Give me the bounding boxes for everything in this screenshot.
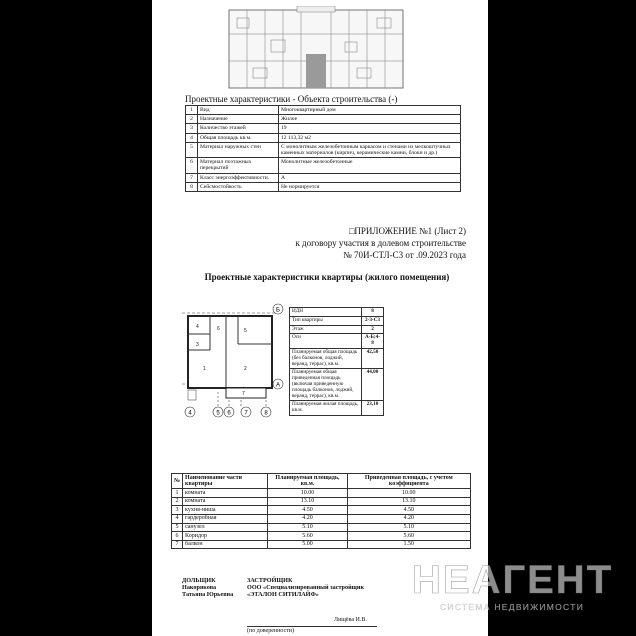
room-label-4: 4 xyxy=(196,324,199,330)
appendix-line-1: □ПРИЛОЖЕНИЕ №1 (Лист 2) xyxy=(348,226,466,236)
axis-label-4: 4 xyxy=(188,410,192,417)
room-label-1: 1 xyxy=(203,366,206,372)
apartment-floor-plan xyxy=(182,302,302,432)
room-label-6: 6 xyxy=(217,326,220,332)
shareholder-signature-block xyxy=(182,577,233,599)
signature-line xyxy=(247,626,377,627)
table-row: 2 Назначение Жилое xyxy=(186,115,461,124)
developer-org-2: «ЭТАЛОН СИТИЛАЙФ» xyxy=(247,591,319,599)
object-section-title: Проектные характеристики - Объекта строительства (-) xyxy=(185,94,398,104)
table-row: 7 балкон 5.00 1.50 xyxy=(172,540,471,549)
table-row: 3 Количество этажей 19 xyxy=(186,124,461,133)
shareholder-name-2: Татьяна Юрьевна xyxy=(182,591,234,599)
watermark-logo xyxy=(412,558,612,620)
apartment-section-title: Проектные характеристики квартиры (жилого помещения) xyxy=(204,272,450,282)
rooms-table xyxy=(171,473,471,549)
room-label-7: 7 xyxy=(242,391,245,397)
watermark-brand: НЕАГЕНТ xyxy=(412,558,614,602)
table-row: 5 санузел 5.10 5.10 xyxy=(172,523,471,532)
table-row: Планируемая общая площадь (без балконов, лоджий, веранд, террас), кв.м. 42,50 xyxy=(290,348,384,368)
developer-title: ЗАСТРОЙЩИК xyxy=(247,577,293,584)
appendix-line-2: к договору участия в долевом строительстве xyxy=(295,238,466,248)
table-row: 3 кухня-ниша 4.50 4.50 xyxy=(172,506,471,515)
table-row: 4 гардеробная 4.20 4.20 xyxy=(172,514,471,523)
table-row: Тип квартиры 2-3-С3 xyxy=(290,316,384,325)
table-row: 1 комната 10.00 10.00 xyxy=(172,489,471,498)
axis-label-b: Б xyxy=(276,307,280,314)
axis-label-8: 8 xyxy=(264,410,268,417)
appendix-line-3: № 70И-СТЛ-С3 от .09.2023 года xyxy=(343,250,466,260)
table-header-row: № Наименование части квартиры Планируемая площадь, кв.м. Приведенная площадь, с учетом коэффициента xyxy=(172,474,471,489)
developer-signature-block xyxy=(247,577,364,599)
room-label-5: 5 xyxy=(244,328,247,334)
table-row: Этаж 2 xyxy=(290,325,384,334)
shareholder-title: ДОЛЬЩИК xyxy=(182,577,216,584)
axis-label-a: А xyxy=(275,382,281,389)
table-row: 1 Вид Многоквартирный дом xyxy=(186,106,461,115)
table-row: 6 Коридор 5.60 5.60 xyxy=(172,532,471,541)
axis-label-5: 5 xyxy=(216,410,220,417)
table-row: 8 Сейсмостойкость Не нормируется xyxy=(186,182,461,191)
axis-label-7: 7 xyxy=(244,410,248,417)
developer-org-1: ООО «Специализированный застройщик xyxy=(247,584,365,592)
shareholder-name-1: Накорякова xyxy=(182,584,217,592)
axis-label-6: 6 xyxy=(227,410,231,417)
room-label-3: 3 xyxy=(196,342,199,348)
table-row: 6 Материал поэтажных перекрытий Монолитные железобетонные xyxy=(186,158,461,173)
table-row: 7 Класс энергоэффективности. A xyxy=(186,173,461,182)
object-properties-table xyxy=(185,105,461,192)
table-row: Планируемая общая приведенная площадь (включая приведенную площадь балконов, лоджий, веранд, террас), кв.м. 44,00 xyxy=(290,369,384,401)
table-row: Планируемая жилая площадь, кв.м. 23,10 xyxy=(290,401,384,416)
watermark-tagline: СИСТЕМА НЕДВИЖИМОСТИ xyxy=(439,602,585,612)
signer-name: Лищёва И.В. xyxy=(334,617,367,623)
room-label-2: 2 xyxy=(244,366,247,372)
table-row: 2 комната 13.10 13.10 xyxy=(172,497,471,506)
table-row: 5 Материал наружных стен С монолитным железобетонным каркасом и стенами из мелкоштучных каменных материалов (кирпич, керамические камни, блоки и др.) xyxy=(186,142,461,157)
document-page xyxy=(152,0,488,636)
floor-plan-top xyxy=(227,6,405,92)
table-row: ИДН 8 xyxy=(290,308,384,317)
table-row: 4 Общая площадь кв.м. 12 113,32 м2 xyxy=(186,133,461,142)
proxy-note: (по доверенности) xyxy=(247,628,294,634)
apartment-properties-table xyxy=(289,307,384,416)
table-row: Оси А-Б;4-8 xyxy=(290,334,384,349)
